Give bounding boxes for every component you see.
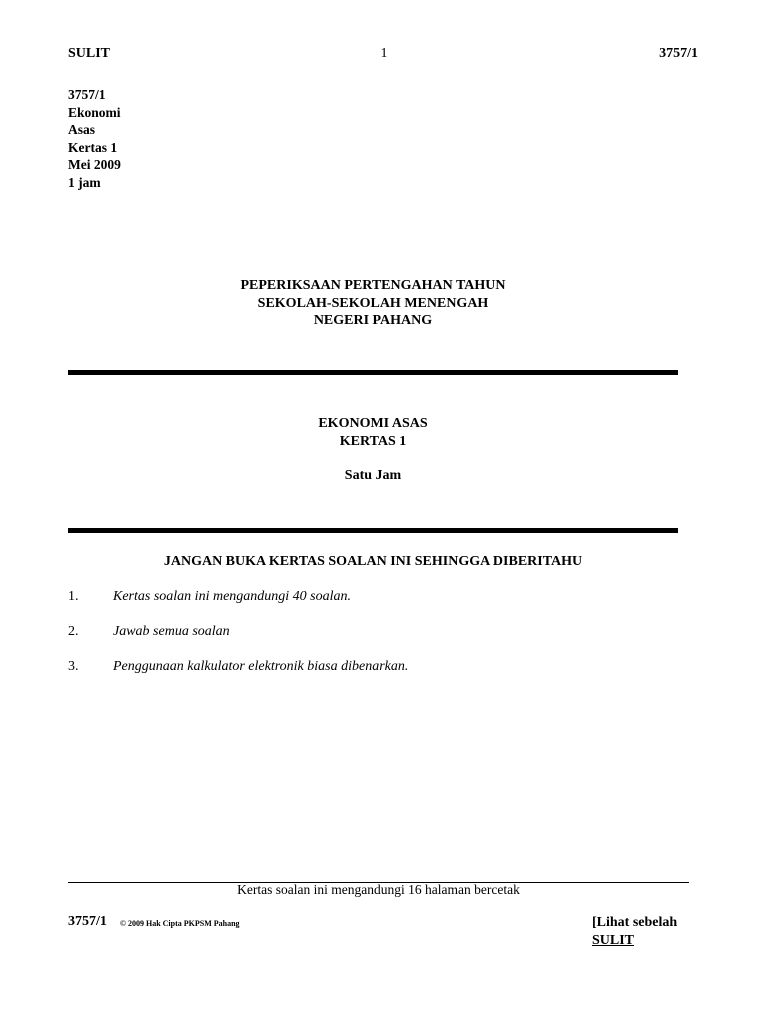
warning-text: JANGAN BUKA KERTAS SOALAN INI SEHINGGA DIBERITAHU — [163, 554, 583, 569]
subject-duration: Satu Jam — [344, 468, 402, 483]
exam-title-line-3: NEGERI PAHANG — [313, 313, 433, 328]
divider-bottom — [68, 528, 678, 533]
copyright-notice: © 2009 Hak Cipta PKPSM Pahang — [120, 919, 240, 928]
subject-paper: KERTAS 1 — [339, 433, 407, 449]
paper-number: Kertas 1 — [68, 139, 118, 155]
instruction-number: 3. — [68, 659, 79, 674]
exam-title-line-1: PEPERIKSAAN PERTENGAHAN TAHUN — [240, 278, 506, 293]
subject-line-1: Ekonomi — [68, 104, 121, 120]
divider-top — [68, 370, 678, 375]
paper-code: 3757/1 — [68, 87, 106, 102]
instruction-number: 2. — [68, 624, 79, 639]
see-next-text: [Lihat sebelah — [592, 915, 678, 930]
page-count-note: Kertas soalan ini mengandungi 16 halaman bercetak — [237, 882, 520, 897]
exam-title — [68, 277, 678, 330]
subject-block — [68, 415, 678, 450]
footer-classification: SULIT — [592, 932, 635, 948]
instruction-text: Jawab semua soalan — [113, 624, 230, 639]
paper-info — [68, 86, 121, 191]
header-classification: SULIT — [68, 46, 111, 61]
header-paper-code: 3757/1 — [659, 46, 698, 61]
instruction-number: 1. — [68, 589, 79, 604]
exam-duration: 1 jam — [68, 174, 101, 190]
page-number: 1 — [380, 46, 388, 61]
exam-title-line-2: SEKOLAH-SEKOLAH MENENGAH — [257, 295, 489, 311]
instruction-text: Kertas soalan ini mengandungi 40 soalan. — [113, 589, 352, 604]
exam-date: Mei 2009 — [68, 157, 121, 172]
subject-title: EKONOMI ASAS — [318, 416, 428, 431]
see-next-page — [592, 914, 677, 949]
instruction-text: Penggunaan kalkulator elektronik biasa dibenarkan. — [113, 659, 409, 674]
footer-paper-code: 3757/1 — [68, 914, 107, 929]
subject-line-2: Asas — [68, 122, 96, 137]
